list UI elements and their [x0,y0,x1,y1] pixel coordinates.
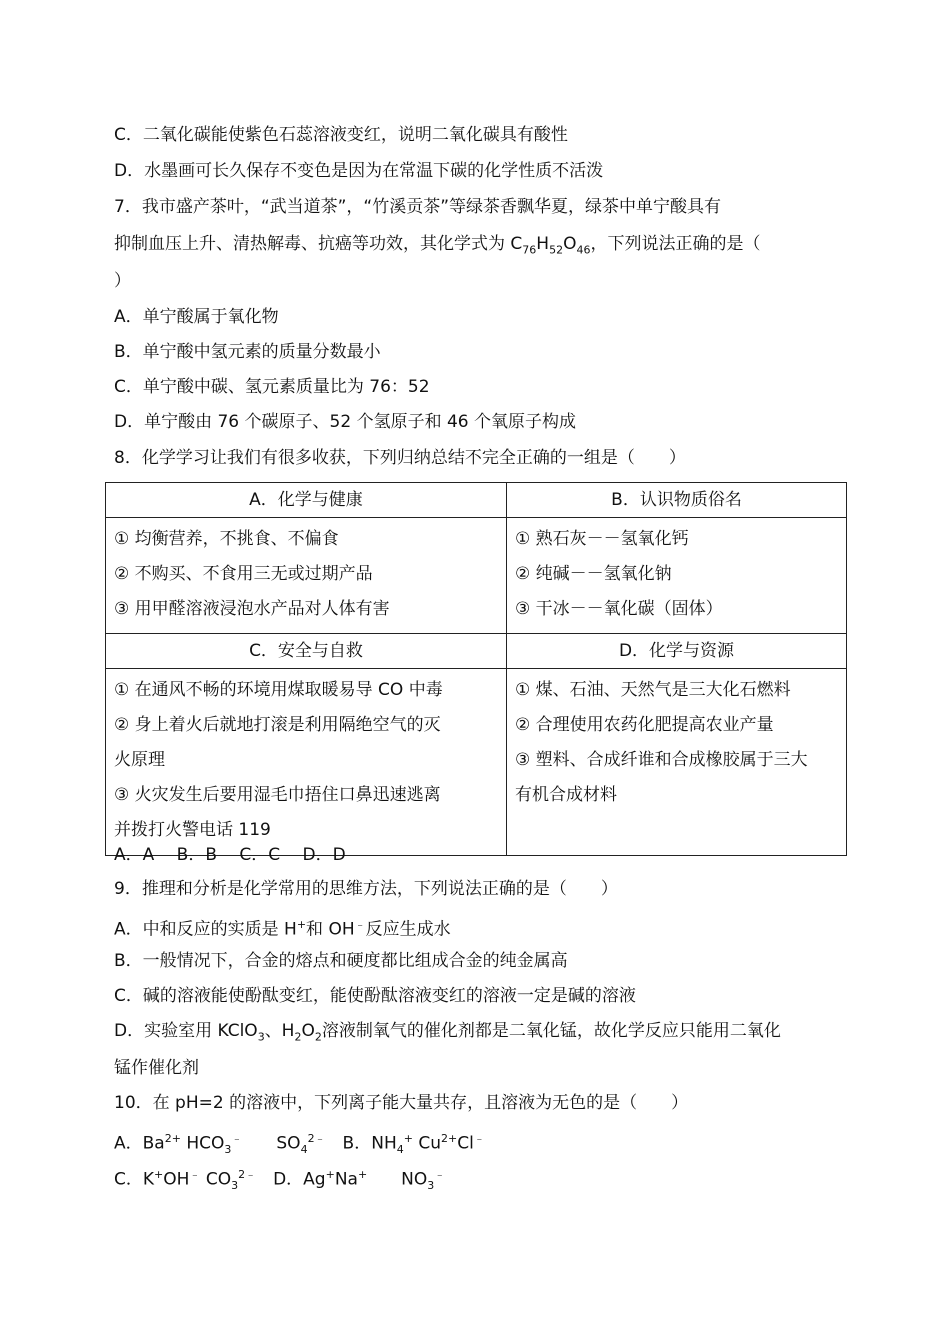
ion-sub: 4 [396,1143,404,1157]
ion-sup: ﹣ [434,1168,446,1181]
ion-text: Cu [412,1133,442,1154]
ion-sup: + [325,1168,335,1181]
q9-option-d [114,1019,781,1049]
ion-text: NO [367,1169,428,1190]
ion-sup: + [403,1132,413,1145]
q9-option-a [114,913,451,942]
ion-sup: + [357,1168,368,1181]
ion-text: SO [242,1133,301,1154]
q8-stem: 8．化学学习让我们有很多收获，下列归纳总结不完全正确的一组是（ ） [114,448,686,468]
table-item: ② 合理使用农药化肥提高农业产量 [515,715,774,735]
table-cell-d [507,669,847,856]
table-item: 火原理 [114,750,165,770]
table-item: ① 煤、石油、天然气是三大化石燃料 [515,680,791,700]
ion-text: HCO [180,1133,225,1154]
q9-d-sub: 2 [294,1030,302,1044]
q8-summary-table [105,482,847,856]
table-item: ③ 用甲醛溶液浸泡水产品对人体有害 [114,599,390,619]
q9-a-sup-minus: ﹣ [354,918,366,931]
table-item: ① 均衡营养，不挑食、不偏食 [114,529,339,549]
ion-text: D．Ag [256,1169,326,1190]
q9-d-sub: 2 [314,1030,322,1044]
q7-stem-tail: ，下列说法正确的是（ [590,234,761,254]
q7-formula-h-sub: 52 [549,243,564,257]
ion-text: C．K [114,1169,155,1190]
q7-formula-o-sub: 46 [576,243,591,257]
table-item: 有机合成材料 [515,785,617,805]
table-header-d: D．化学与资源 [507,634,847,669]
q9-option-b: B．一般情况下，合金的熔点和硬度都比组成合金的纯金属高 [114,951,568,971]
q7-stem-line1: 7．我市盛产茶叶，“武当道茶”，“竹溪贡茶”等绿茶香飘华夏，绿茶中单宁酸具有 [114,197,722,217]
table-header-c: C．安全与自救 [106,634,507,669]
q6-option-c: C．二氧化碳能使紫色石蕊溶液变红，说明二氧化碳具有酸性 [114,125,568,145]
table-cell-b [507,518,847,634]
ion-sup: + [154,1168,164,1181]
q10-stem: 10．在 pH=2 的溶液中，下列离子能大量共存，且溶液为无色的是（ ） [114,1093,689,1113]
table-item: 并拨打火警电话 119 [114,820,271,840]
table-item: ② 纯碱－－氢氧化钠 [515,564,672,584]
ion-sup: ﹣ [231,1132,243,1145]
ion-text: CO [200,1169,232,1190]
q7-option-b: B．单宁酸中氢元素的质量分数最小 [114,342,381,362]
q9-d-mid: 、H [264,1021,295,1041]
ion-sup: ﹣ [473,1132,485,1145]
q7-option-d: D．单宁酸由 76 个碳原子、52 个氢原子和 46 个氧原子构成 [114,412,577,432]
table-cell-a [106,518,507,634]
q9-option-c: C．碱的溶液能使酚酞变红，能使酚酞溶液变红的溶液一定是碱的溶液 [114,986,636,1006]
ion-text: B．NH [325,1133,397,1154]
ion-sub: 3 [231,1179,239,1193]
q7-stem-line2 [114,232,760,262]
ion-text: Cl [457,1133,474,1154]
ion-sub: 4 [300,1143,308,1157]
table-header-a: A．化学与健康 [106,483,507,518]
table-item: ② 不购买、不食用三无或过期产品 [114,564,373,584]
table-item: ③ 火灾发生后要用湿毛巾捂住口鼻迅速逃离 [114,785,441,805]
q10-options-ab [114,1127,485,1162]
ion-sup: 2﹣ [307,1132,326,1145]
ion-sub: 3 [224,1143,232,1157]
q9-a-tail: 反应生成水 [365,919,451,940]
q9-d-mid: O [301,1021,315,1041]
q10-options-cd [114,1163,445,1198]
q8-options: A．A B．B C．C D．D [114,845,346,865]
q7-option-c: C．单宁酸中碳、氢元素质量比为 76：52 [114,377,430,397]
ion-text: OH [163,1169,190,1190]
ion-sub: 3 [427,1179,435,1193]
q6-option-d: D．水墨画可长久保存不变色是因为在常温下碳的化学性质不活泼 [114,161,604,181]
q7-formula-c-sub: 76 [522,243,537,257]
q7-formula-h: H [536,234,550,254]
q9-a-sup-plus: + [296,918,307,931]
q7-option-a: A．单宁酸属于氧化物 [114,307,279,327]
q9-a-text: A．中和反应的实质是 H [114,919,297,940]
ion-text: Na [334,1169,358,1190]
table-header-b: B．认识物质俗名 [507,483,847,518]
q9-d-tail: 溶液制氧气的催化剂都是二氧化锰，故化学反应只能用二氧化 [321,1021,781,1041]
q9-stem: 9．推理和分析是化学常用的思维方法，下列说法正确的是（ ） [114,879,618,899]
ion-sup: ﹣ [189,1168,201,1181]
ion-sup: 2+ [441,1132,458,1145]
q7-formula-o: O [563,234,577,254]
table-item: ③ 干冰－－氧化碳（固体） [515,599,723,619]
q9-option-d-cont: 锰作催化剂 [114,1058,199,1078]
q9-a-mid: 和 OH [306,919,355,940]
ion-sup: 2﹣ [238,1168,257,1181]
q9-d-sub: 3 [257,1030,265,1044]
ion-sup: 2+ [164,1132,181,1145]
ion-text: A．Ba [114,1133,165,1154]
table-item: ② 身上着火后就地打滚是利用隔绝空气的灭 [114,715,441,735]
q9-d-text: D．实验室用 KClO [114,1021,258,1041]
q7-stem-line3: ） [114,271,131,291]
q7-stem-text: 抑制血压上升、清热解毒、抗癌等功效，其化学式为 C [114,234,523,254]
table-item: ① 在通风不畅的环境用煤取暖易导 CO 中毒 [114,680,443,700]
table-item: ① 熟石灰－－氢氧化钙 [515,529,689,549]
table-item: ③ 塑料、合成纤谁和合成橡胶属于三大 [515,750,808,770]
table-cell-c [106,669,507,856]
